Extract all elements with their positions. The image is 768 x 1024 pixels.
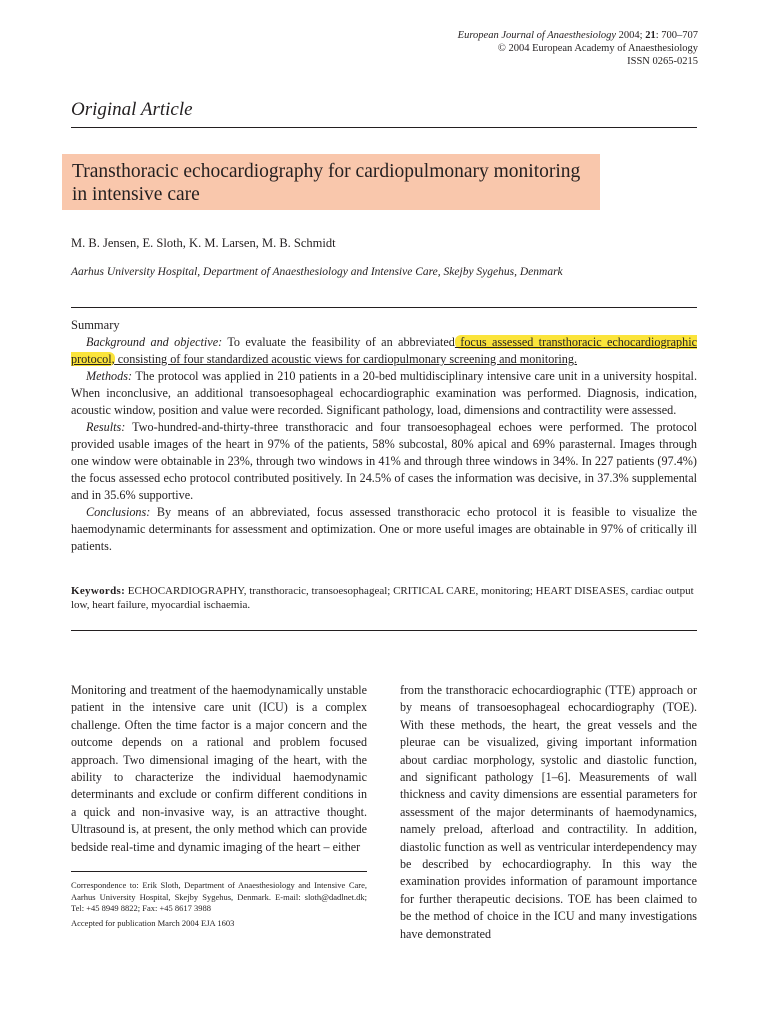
journal-volume: 21 bbox=[645, 30, 656, 41]
results-text: Two-hundred-and-thirty-three transthoracic and four transoesophageal echoes were performed. The protocol provided usable images of the heart in 97% of the patients, 58% subcostal, 80% apical and 69% parasternal. Images through one window were obtainable in 23%, through two windows in 41% and through three windows in 34%. In 227 patients (97.4%) the focus assessed echo protocol contributed positively. In 24.5% of cases the information was decisive, in 37.3% supplemental and in 35.6% supportive. bbox=[71, 420, 697, 502]
summary-results bbox=[71, 419, 697, 504]
accepted-note: Accepted for publication March 2004 EJA 1603 bbox=[71, 918, 235, 928]
journal-header bbox=[458, 29, 698, 68]
affiliation: Aarhus University Hospital, Department of Anaesthesiology and Intensive Care, Skejby Sygehus, Denmark bbox=[71, 266, 563, 278]
journal-issn: ISSN 0265-0215 bbox=[627, 56, 698, 67]
underlined-text: consisting of four standardized acoustic views for cardiopulmonary screening and monitoring. bbox=[114, 352, 577, 366]
keywords bbox=[71, 585, 697, 612]
journal-pages: : 700–707 bbox=[655, 30, 698, 41]
body-column-left: Monitoring and treatment of the haemodynamically unstable patient in the intensive care unit (ICU) is a complex challenge. Often the time factor is a major concern and the outcome depends on a rational and problem focused approach. Two dimensional imaging of the heart, with the ability to characterize the individual haemodynamic determinants and exclude or confirm different conditions in a quick and non-invasive way, is an attractive thought. Ultrasound is, at present, the only method which can provide bedside real-time and dynamic imaging of the heart – either bbox=[71, 683, 367, 854]
journal-copyright: © 2004 European Academy of Anaesthesiology bbox=[497, 43, 698, 54]
highlighted-text: focus assessed transthoracic echocardiographic protocol, bbox=[71, 335, 697, 366]
background-text: To evaluate the feasibility of an abbreviated bbox=[222, 335, 455, 349]
methods-text: The protocol was applied in 210 patients in a 20-bed multidisciplinary intensive care unit in a university hospital. When inconclusive, an additional transoesophageal echocardiographic examination was performed. Diagnosis, indication, acoustic window, position and value were recorded. Significant pathology, load, dimensions and contractility were assessed. bbox=[71, 369, 697, 417]
summary-heading: Summary bbox=[71, 318, 120, 332]
summary-methods bbox=[71, 368, 697, 419]
conclusions-label: Conclusions: bbox=[86, 505, 151, 519]
journal-citation bbox=[458, 29, 698, 42]
methods-label: Methods: bbox=[86, 369, 133, 383]
journal-name: European Journal of Anaesthesiology bbox=[457, 30, 617, 41]
keywords-label: Keywords: bbox=[71, 585, 126, 597]
title-box bbox=[62, 154, 600, 210]
keywords-text: ECHOCARDIOGRAPHY, transthoracic, transoesophageal; CRITICAL CARE, monitoring; HEART DISEASES, cardiac output low, heart failure, myocardial ischaemia. bbox=[71, 585, 694, 611]
conclusions-text: By means of an abbreviated, focus assessed transthoracic echo protocol it is feasible to visualize the haemodynamic determinants for assessment and optimization. One or more useful images are obtainable in 97% of critically ill patients. bbox=[71, 505, 697, 553]
summary-background bbox=[71, 334, 697, 368]
correspondence-footnote: Correspondence to: Erik Sloth, Department of Anaesthesiology and Intensive Care, Aarhus University Hospital, Skejby Sygehus, Denmark. E-mail: sloth@dadlnet.dk; Tel: +45 8949 8822; Fax: +45 8617 3988 bbox=[71, 880, 367, 913]
divider bbox=[71, 127, 697, 128]
results-label: Results: bbox=[86, 420, 126, 434]
authors: M. B. Jensen, E. Sloth, K. M. Larsen, M. B. Schmidt bbox=[71, 236, 336, 250]
article-title: Transthoracic echocardiography for cardiopulmonary monitoring in intensive care bbox=[72, 161, 581, 205]
background-label: Background and objective: bbox=[86, 335, 223, 349]
article-type: Original Article bbox=[71, 99, 193, 120]
journal-year: 2004; bbox=[618, 30, 643, 41]
summary-conclusions bbox=[71, 504, 697, 555]
divider bbox=[71, 630, 697, 631]
body-column-right: from the transthoracic echocardiographic (TTE) approach or by means of transoesophageal echocardiography (TOE). With these methods, the heart, the great vessels and the pleurae can be visualized, giving important information about cardiac morphology, systolic and diastolic function, and significant pathology [1–6]. Measurements of wall thickness and cavity dimensions are essential parameters for assessment of the major determinants of haemodynamics, namely preload, afterload and contractility. In addition, diastolic function as well as ventricular interdependency may be described by echocardiography. In this way the examination provides information of paramount importance for further therapeutic decisions. TOE has been claimed to be the method of choice in the ICU and many investigations have demonstrated bbox=[400, 683, 697, 941]
summary-section bbox=[71, 317, 697, 555]
divider bbox=[71, 307, 697, 308]
footnote-divider bbox=[71, 871, 367, 872]
